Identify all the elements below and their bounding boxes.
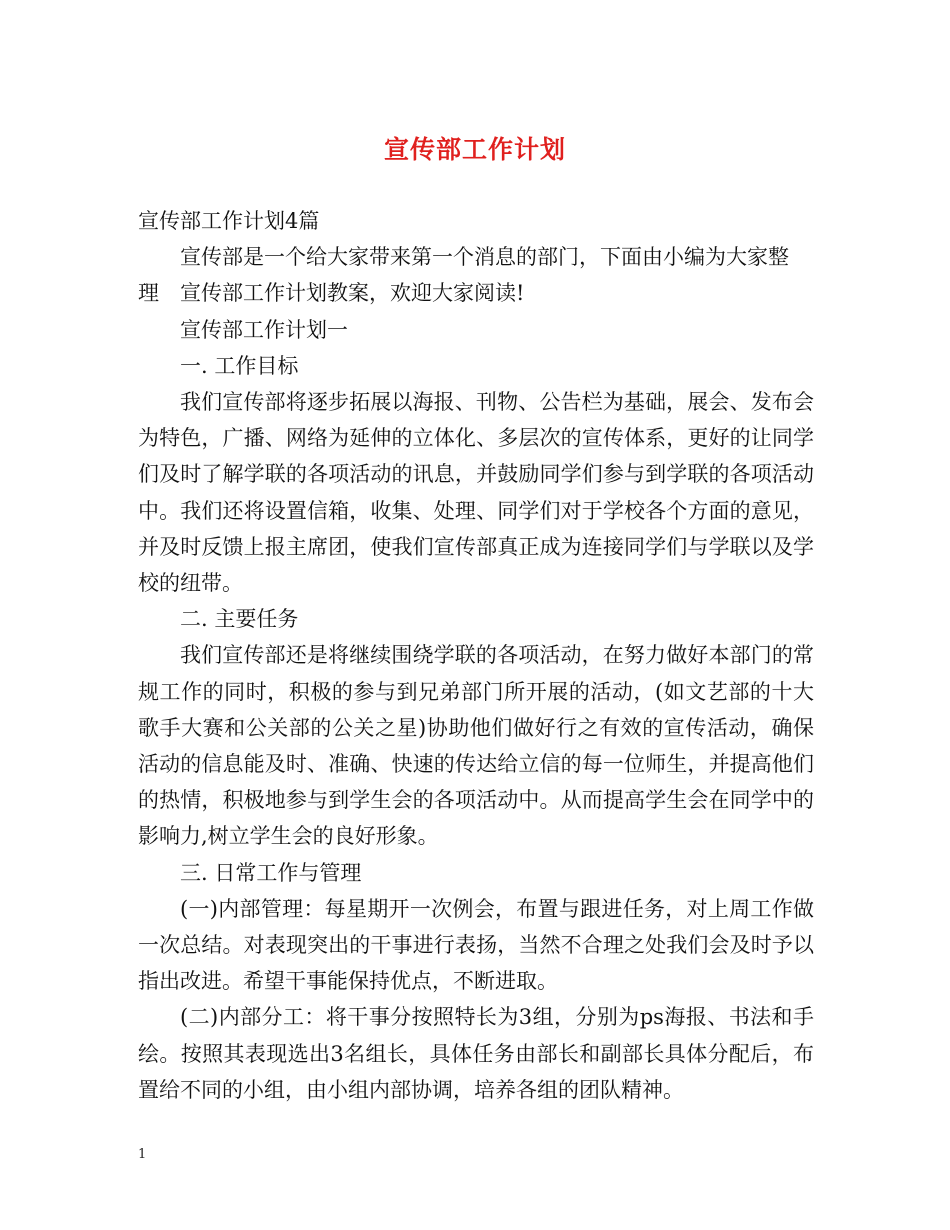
paragraph-goals: 我们宣传部将逐步拓展以海报、刊物、公告栏为基础，展会、发布会为特色，广播、网络为延伸的立体化、多层次的宣传体系，更好的让同学们及时了解学联的各项活动的讯息，并鼓励同学们参与到学联的各项活动中。我们还将设置信箱，收集、处理、同学们对于学校各个方面的意见，并及时反馈上报主席团，使我们宣传部真正成为连接同学们与学联以及学校的纽带。 <box>138 390 814 596</box>
section-heading-daily-management: 三. 日常工作与管理 <box>180 860 362 885</box>
section-heading-plan-one: 宣传部工作计划一 <box>180 317 348 342</box>
document-title: 宣传部工作计划 <box>383 135 566 164</box>
section-heading-goals: 一. 工作目标 <box>180 353 299 378</box>
paragraph-internal-management: (一)内部管理：每星期开一次例会，布置与跟进任务，对上周工作做一次总结。对表现突出的干事进行表扬，当然不合理之处我们会及时予以指出改进。希望干事能保持优点，不断进取。 <box>138 896 814 994</box>
document-subtitle: 宣传部工作计划4篇 <box>138 209 320 233</box>
intro-paragraph-continuation <box>138 275 814 311</box>
intro-continuation-char: 理 <box>138 281 159 306</box>
paragraph-internal-division: (二)内部分工：将干事分按照特长为3组，分别为ps海报、书法和手绘。按照其表现选出3名组长，具体任务由部长和副部长具体分配后，布置给不同的小组，由小组内部协调，培养各组的团队精神。 <box>138 1005 814 1102</box>
document-body <box>138 203 814 1108</box>
intro-paragraph-line: 宣传部是一个给大家带来第一个消息的部门，下面由小编为大家整 <box>180 245 789 270</box>
intro-continuation-text: 宣传部工作计划教案，欢迎大家阅读! <box>180 281 525 306</box>
section-heading-tasks: 二. 主要任务 <box>180 607 299 632</box>
paragraph-tasks: 我们宣传部还是将继续围绕学联的各项活动，在努力做好本部门的常规工作的同时，积极的参与到兄弟部门所开展的活动，(如文艺部的十大歌手大赛和公关部的公关之星)协助他们做好行之有效的宣传活动，确保活动的信息能及时、准确、快速的传达给立信的每一位师生，并提高他们的热情，积极地参与到学生会的各项活动中。从而提高学生会在同学中的影响力,树立学生会的良好形象。 <box>138 643 814 849</box>
page-number: 1 <box>138 1147 147 1162</box>
